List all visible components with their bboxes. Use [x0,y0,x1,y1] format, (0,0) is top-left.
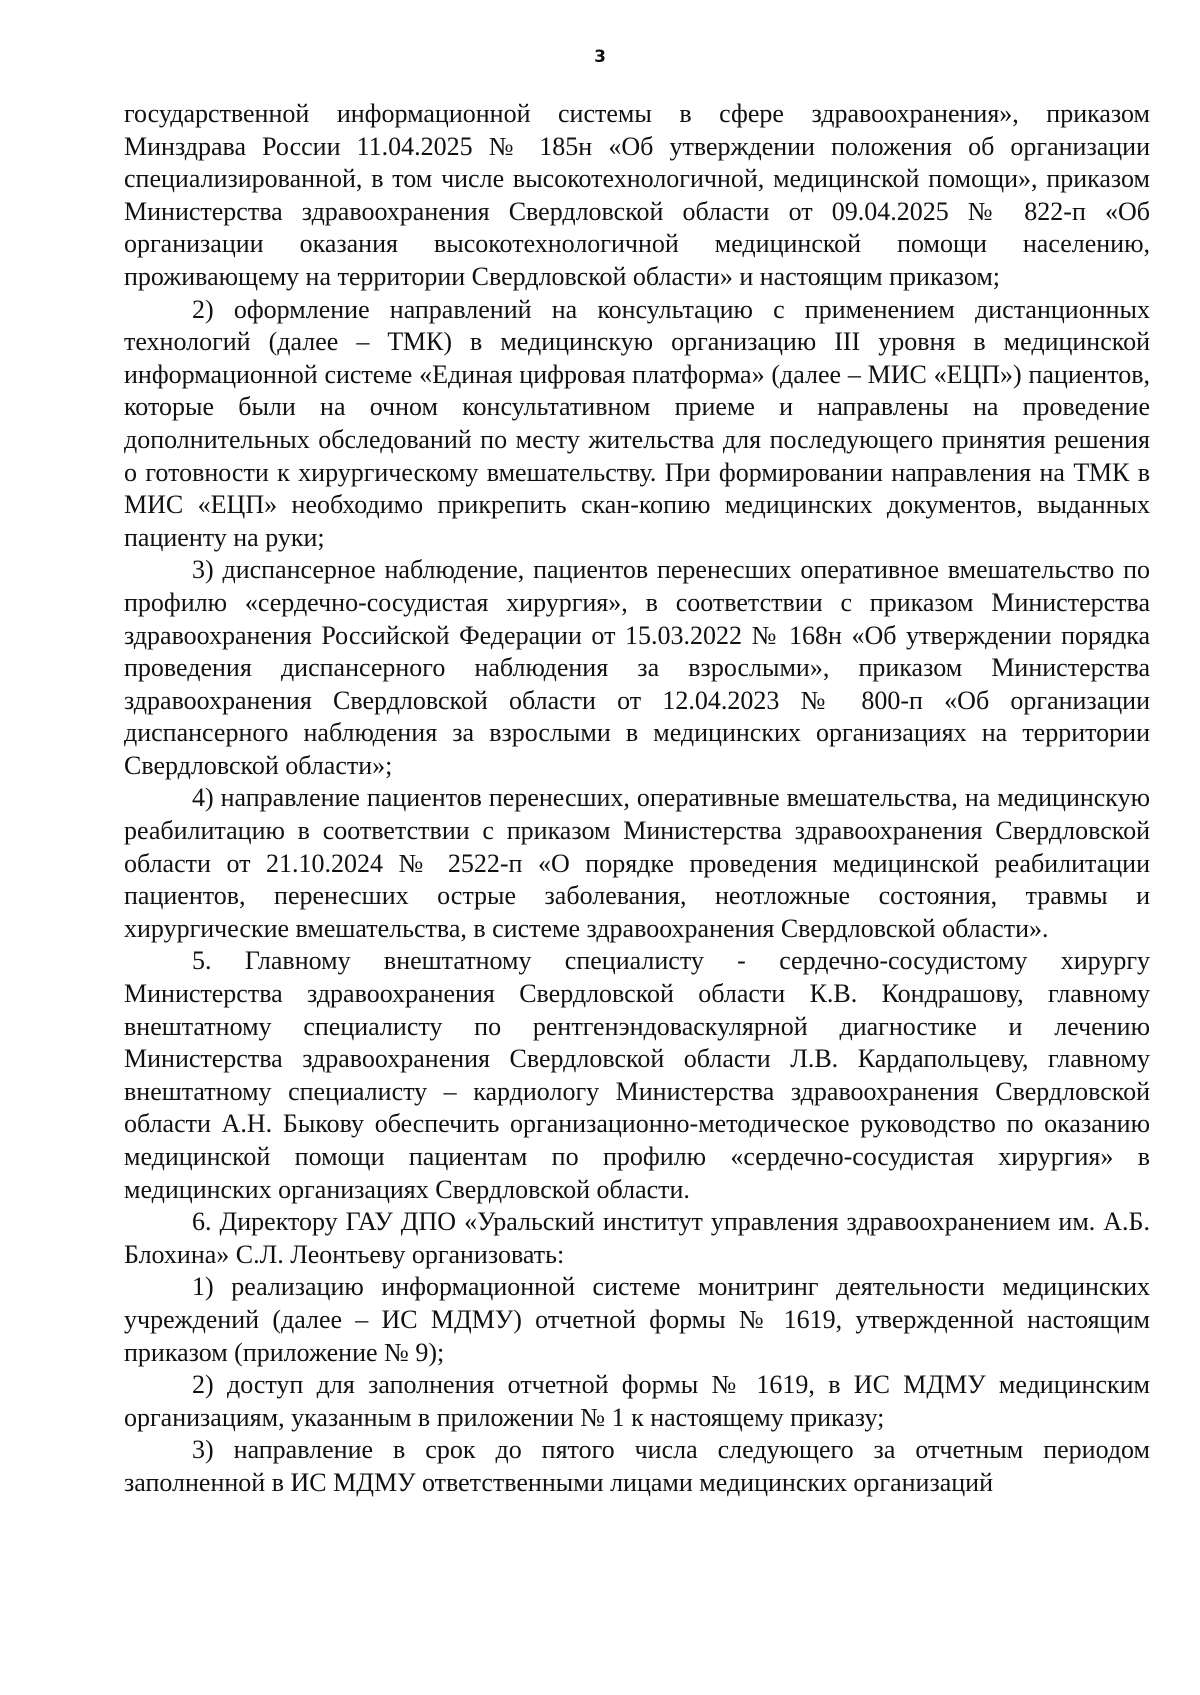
paragraph-clause-5: 5. Главному внештатному специалисту - сердечно-сосудистому хирургу Министерства здравоохранения Свердловской области К.В. Кондрашову, главному внештатному специалисту по рентгенэндоваскулярной диагностике и лечению Министерства здравоохранения Свердловской области Л.В. Кардапольцеву, главному внештатному специалисту – кардиологу Министерства здравоохранения Свердловской области А.Н. Быкову обеспечить организационно-методическое руководство по оказанию медицинской помощи пациентам по профилю «сердечно-сосудистая хирургия» в медицинских организациях Свердловской области. [124,946,1150,1204]
paragraph-item-2: 2) оформление направлений на консультацию с применением дистанционных технологий (далее – ТМК) в медицинскую организацию III уровня в медицинской информационной системе «Единая цифровая платформа» (далее – МИС «ЕЦП») пациентов, которые были на очном консультативном приеме и направлены на проведение дополнительных обследований по месту жительства для последующего принятия решения о готовности к хирургическому вмешательству. При формировании направления на ТМК в МИС «ЕЦП» необходимо прикрепить скан-копию медицинских документов, выданных пациенту на руки; [124,294,1150,552]
paragraph-clause-6-item-1: 1) реализацию информационной системе монитринг деятельности медицинских учреждений (далее – ИС МДМУ) отчетной формы № 1619, утвержденной настоящим приказом (приложение № 9); [124,1272,1150,1367]
paragraph-clause-6-item-3: 3) направление в срок до пятого числа следующего за отчетным периодом заполненной в ИС МДМУ ответственными лицами медицинских организаций [124,1435,1150,1497]
page-number: 3 [594,47,606,67]
paragraph-item-4: 4) направление пациентов перенесших, оперативные вмешательства, на медицинскую реабилитацию в соответствии с приказом Министерства здравоохранения Свердловской области от 21.10.2024 № 2522-п «О порядке проведения медицинской реабилитации пациентов, перенесших острые заболевания, неотложные состояния, травмы и хирургические вмешательства, в системе здравоохранения Свердловской области». [124,783,1150,943]
paragraph-clause-6-item-2: 2) доступ для заполнения отчетной формы № 1619, в ИС МДМУ медицинским организациям, указанным в приложении № 1 к настоящему приказу; [124,1370,1150,1432]
document-body [124,98,1150,1500]
paragraph-continuation: государственной информационной системы в сфере здравоохранения», приказом Минздрава России 11.04.2025 № 185н «Об утверждении положения об организации специализированной, в том числе высокотехнологичной, медицинской помощи», приказом Министерства здравоохранения Свердловской области от 09.04.2025 № 822-п «Об организации оказания высокотехнологичной медицинской помощи населению, проживающему на территории Свердловской области» и настоящим приказом; [124,99,1150,291]
paragraph-clause-6: 6. Директору ГАУ ДПО «Уральский институт управления здравоохранением им. А.Б. Блохина» С.Л. Леонтьеву организовать: [124,1207,1150,1269]
paragraph-item-3: 3) диспансерное наблюдение, пациентов перенесших оперативное вмешательство по профилю «сердечно-сосудистая хирургия», в соответствии с приказом Министерства здравоохранения Российской Федерации от 15.03.2022 № 168н «Об утверждении порядка проведения диспансерного наблюдения за взрослыми», приказом Министерства здравоохранения Свердловской области от 12.04.2023 № 800-п «Об организации диспансерного наблюдения за взрослыми в медицинских организациях на территории Свердловской области»; [124,555,1150,780]
